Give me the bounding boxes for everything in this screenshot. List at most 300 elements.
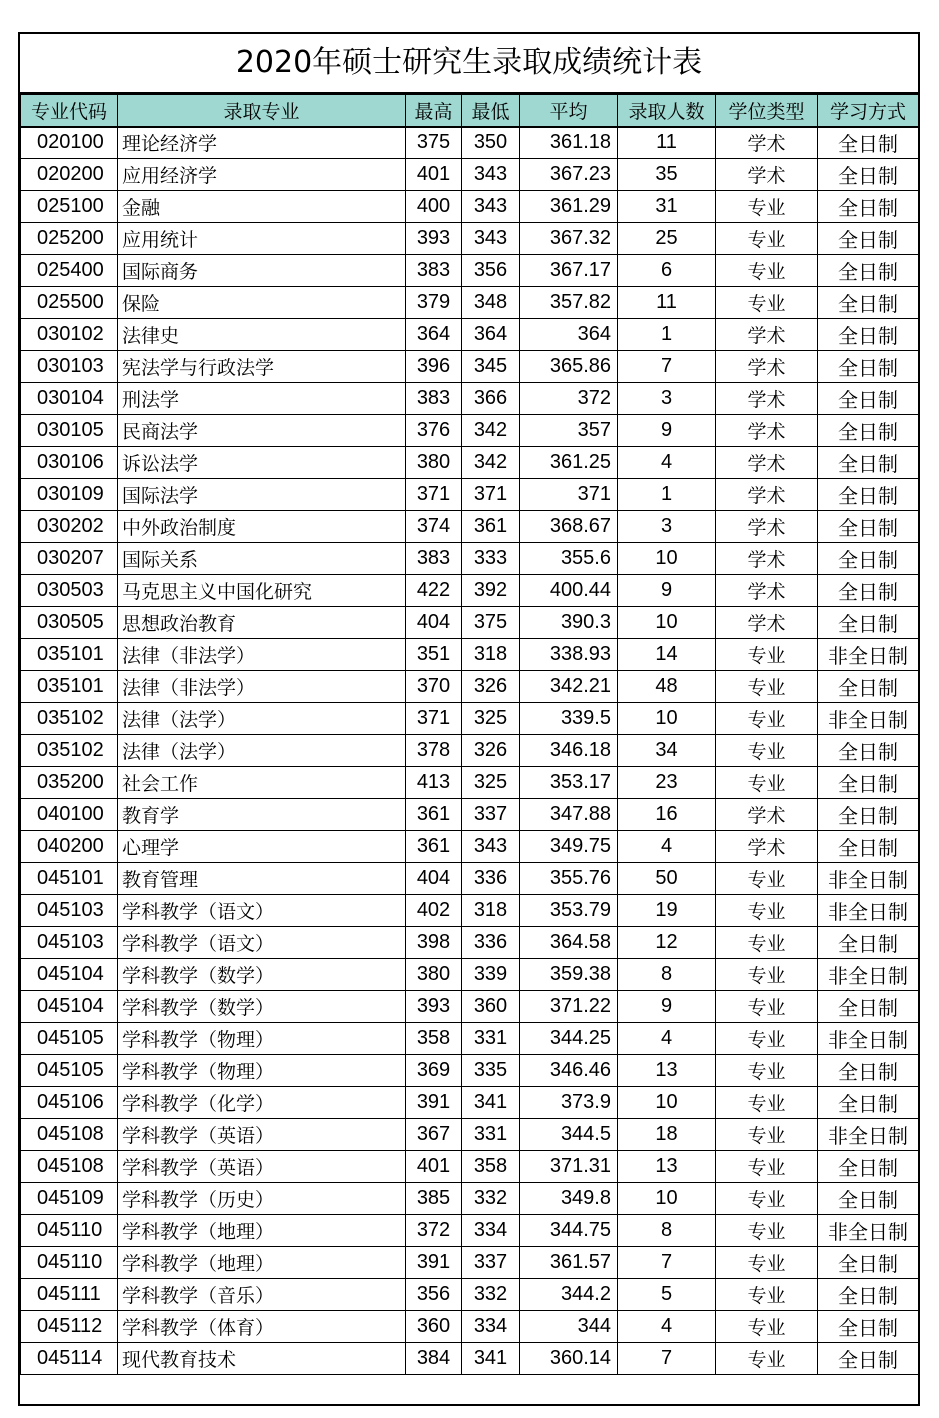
cell-min: 334 (462, 1215, 520, 1247)
cell-major: 思想政治教育 (118, 607, 406, 639)
cell-degree-type: 专业 (716, 1247, 818, 1279)
cell-max: 384 (406, 1343, 462, 1375)
cell-study-mode: 全日制 (818, 1055, 919, 1087)
cell-avg: 361.25 (520, 447, 618, 479)
table-row (21, 223, 919, 255)
cell-code: 025100 (21, 191, 118, 223)
cell-major: 学科教学（地理） (118, 1215, 406, 1247)
cell-min: 348 (462, 287, 520, 319)
cell-avg: 361.29 (520, 191, 618, 223)
cell-min: 325 (462, 703, 520, 735)
cell-major: 学科教学（数学） (118, 959, 406, 991)
table-row (21, 383, 919, 415)
cell-count: 8 (618, 1215, 716, 1247)
cell-degree-type: 专业 (716, 223, 818, 255)
cell-count: 4 (618, 1311, 716, 1343)
cell-major: 学科教学（物理） (118, 1055, 406, 1087)
cell-max: 356 (406, 1279, 462, 1311)
cell-study-mode: 全日制 (818, 351, 919, 383)
cell-min: 318 (462, 639, 520, 671)
cell-major: 应用经济学 (118, 159, 406, 191)
cell-degree-type: 学术 (716, 415, 818, 447)
cell-study-mode: 全日制 (818, 191, 919, 223)
cell-avg: 371 (520, 479, 618, 511)
cell-degree-type: 学术 (716, 607, 818, 639)
table-row (21, 767, 919, 799)
cell-avg: 338.93 (520, 639, 618, 671)
cell-study-mode: 非全日制 (818, 959, 919, 991)
cell-avg: 355.6 (520, 543, 618, 575)
cell-avg: 371.31 (520, 1151, 618, 1183)
table-row (21, 1119, 919, 1151)
cell-max: 402 (406, 895, 462, 927)
cell-max: 383 (406, 255, 462, 287)
cell-count: 10 (618, 1087, 716, 1119)
table-row (21, 703, 919, 735)
cell-degree-type: 专业 (716, 1343, 818, 1375)
cell-degree-type: 学术 (716, 799, 818, 831)
table-row (21, 735, 919, 767)
table-header (21, 95, 919, 127)
cell-max: 379 (406, 287, 462, 319)
cell-major: 中外政治制度 (118, 511, 406, 543)
cell-code: 045108 (21, 1151, 118, 1183)
cell-degree-type: 专业 (716, 1311, 818, 1343)
cell-study-mode: 全日制 (818, 223, 919, 255)
cell-avg: 372 (520, 383, 618, 415)
cell-degree-type: 学术 (716, 831, 818, 863)
cell-major: 学科教学（物理） (118, 1023, 406, 1055)
cell-degree-type: 学术 (716, 127, 818, 159)
cell-max: 393 (406, 223, 462, 255)
cell-min: 358 (462, 1151, 520, 1183)
cell-max: 404 (406, 863, 462, 895)
cell-avg: 342.21 (520, 671, 618, 703)
cell-code: 030202 (21, 511, 118, 543)
cell-code: 045108 (21, 1119, 118, 1151)
cell-min: 325 (462, 767, 520, 799)
cell-min: 343 (462, 831, 520, 863)
cell-count: 11 (618, 127, 716, 159)
cell-major: 刑法学 (118, 383, 406, 415)
table-row (21, 1279, 919, 1311)
cell-study-mode: 全日制 (818, 543, 919, 575)
cell-count: 7 (618, 1343, 716, 1375)
cell-degree-type: 学术 (716, 479, 818, 511)
cell-code: 035200 (21, 767, 118, 799)
cell-code: 025200 (21, 223, 118, 255)
cell-max: 361 (406, 799, 462, 831)
cell-code: 035102 (21, 703, 118, 735)
cell-avg: 353.17 (520, 767, 618, 799)
cell-max: 400 (406, 191, 462, 223)
cell-avg: 355.76 (520, 863, 618, 895)
cell-min: 337 (462, 1247, 520, 1279)
cell-max: 404 (406, 607, 462, 639)
cell-study-mode: 全日制 (818, 1151, 919, 1183)
cell-degree-type: 专业 (716, 639, 818, 671)
cell-study-mode: 全日制 (818, 319, 919, 351)
cell-min: 335 (462, 1055, 520, 1087)
cell-code: 045110 (21, 1215, 118, 1247)
table-row (21, 447, 919, 479)
cell-major: 学科教学（音乐） (118, 1279, 406, 1311)
cell-major: 法律（非法学） (118, 671, 406, 703)
cell-count: 3 (618, 383, 716, 415)
cell-avg: 344 (520, 1311, 618, 1343)
cell-avg: 346.18 (520, 735, 618, 767)
cell-code: 030103 (21, 351, 118, 383)
cell-count: 3 (618, 511, 716, 543)
header-study-mode: 学习方式 (818, 95, 919, 127)
cell-study-mode: 全日制 (818, 1311, 919, 1343)
cell-min: 336 (462, 863, 520, 895)
cell-code: 045110 (21, 1247, 118, 1279)
cell-study-mode: 全日制 (818, 991, 919, 1023)
table-row (21, 1215, 919, 1247)
cell-study-mode: 非全日制 (818, 863, 919, 895)
cell-code: 045109 (21, 1183, 118, 1215)
cell-min: 341 (462, 1343, 520, 1375)
cell-max: 371 (406, 479, 462, 511)
table-row (21, 639, 919, 671)
cell-study-mode: 全日制 (818, 607, 919, 639)
cell-study-mode: 全日制 (818, 447, 919, 479)
cell-min: 356 (462, 255, 520, 287)
cell-avg: 367.17 (520, 255, 618, 287)
cell-major: 现代教育技术 (118, 1343, 406, 1375)
cell-study-mode: 全日制 (818, 735, 919, 767)
cell-count: 25 (618, 223, 716, 255)
cell-degree-type: 专业 (716, 1279, 818, 1311)
cell-count: 10 (618, 1183, 716, 1215)
cell-study-mode: 全日制 (818, 927, 919, 959)
cell-degree-type: 学术 (716, 543, 818, 575)
cell-max: 413 (406, 767, 462, 799)
cell-degree-type: 专业 (716, 671, 818, 703)
cell-count: 23 (618, 767, 716, 799)
cell-code: 030104 (21, 383, 118, 415)
cell-degree-type: 专业 (716, 1151, 818, 1183)
cell-major: 学科教学（英语） (118, 1151, 406, 1183)
cell-major: 法律（非法学） (118, 639, 406, 671)
cell-min: 360 (462, 991, 520, 1023)
cell-degree-type: 学术 (716, 159, 818, 191)
cell-count: 10 (618, 543, 716, 575)
table-row (21, 127, 919, 159)
cell-avg: 344.5 (520, 1119, 618, 1151)
table-row (21, 1087, 919, 1119)
cell-code: 025400 (21, 255, 118, 287)
table-row (21, 159, 919, 191)
table-row (21, 1311, 919, 1343)
cell-count: 9 (618, 415, 716, 447)
cell-min: 361 (462, 511, 520, 543)
cell-major: 应用统计 (118, 223, 406, 255)
cell-max: 383 (406, 543, 462, 575)
cell-min: 343 (462, 223, 520, 255)
cell-study-mode: 全日制 (818, 383, 919, 415)
cell-study-mode: 非全日制 (818, 895, 919, 927)
cell-avg: 349.75 (520, 831, 618, 863)
cell-min: 326 (462, 671, 520, 703)
cell-min: 331 (462, 1023, 520, 1055)
cell-major: 国际商务 (118, 255, 406, 287)
cell-avg: 361.18 (520, 127, 618, 159)
table-row (21, 575, 919, 607)
cell-count: 9 (618, 575, 716, 607)
cell-code: 020200 (21, 159, 118, 191)
cell-count: 12 (618, 927, 716, 959)
header-code: 专业代码 (21, 95, 118, 127)
cell-major: 教育学 (118, 799, 406, 831)
header-degree-type: 学位类型 (716, 95, 818, 127)
cell-code: 030503 (21, 575, 118, 607)
cell-count: 10 (618, 607, 716, 639)
cell-min: 336 (462, 927, 520, 959)
cell-count: 35 (618, 159, 716, 191)
cell-min: 332 (462, 1279, 520, 1311)
cell-code: 045111 (21, 1279, 118, 1311)
table-row (21, 863, 919, 895)
cell-min: 339 (462, 959, 520, 991)
cell-count: 4 (618, 447, 716, 479)
cell-avg: 359.38 (520, 959, 618, 991)
cell-avg: 349.8 (520, 1183, 618, 1215)
cell-major: 学科教学（数学） (118, 991, 406, 1023)
cell-min: 332 (462, 1183, 520, 1215)
cell-study-mode: 全日制 (818, 479, 919, 511)
score-table (20, 94, 919, 1375)
cell-max: 380 (406, 447, 462, 479)
table-row (21, 1023, 919, 1055)
table-row (21, 1247, 919, 1279)
cell-code: 030102 (21, 319, 118, 351)
cell-count: 1 (618, 479, 716, 511)
cell-count: 48 (618, 671, 716, 703)
cell-code: 045104 (21, 991, 118, 1023)
cell-study-mode: 全日制 (818, 831, 919, 863)
cell-avg: 361.57 (520, 1247, 618, 1279)
cell-study-mode: 全日制 (818, 1183, 919, 1215)
cell-degree-type: 专业 (716, 255, 818, 287)
cell-min: 343 (462, 191, 520, 223)
cell-major: 学科教学（英语） (118, 1119, 406, 1151)
cell-degree-type: 专业 (716, 1087, 818, 1119)
cell-major: 学科教学（语文） (118, 927, 406, 959)
cell-max: 358 (406, 1023, 462, 1055)
cell-max: 391 (406, 1247, 462, 1279)
cell-code: 045105 (21, 1023, 118, 1055)
cell-code: 045106 (21, 1087, 118, 1119)
cell-degree-type: 学术 (716, 511, 818, 543)
cell-max: 369 (406, 1055, 462, 1087)
table-row (21, 479, 919, 511)
cell-avg: 344.75 (520, 1215, 618, 1247)
cell-count: 16 (618, 799, 716, 831)
cell-avg: 347.88 (520, 799, 618, 831)
cell-major: 社会工作 (118, 767, 406, 799)
cell-study-mode: 全日制 (818, 159, 919, 191)
cell-major: 理论经济学 (118, 127, 406, 159)
cell-degree-type: 专业 (716, 735, 818, 767)
cell-avg: 344.2 (520, 1279, 618, 1311)
cell-count: 7 (618, 351, 716, 383)
cell-count: 9 (618, 991, 716, 1023)
cell-major: 学科教学（体育） (118, 1311, 406, 1343)
cell-degree-type: 专业 (716, 287, 818, 319)
cell-min: 326 (462, 735, 520, 767)
cell-major: 保险 (118, 287, 406, 319)
cell-count: 7 (618, 1247, 716, 1279)
cell-degree-type: 专业 (716, 895, 818, 927)
table-row (21, 895, 919, 927)
cell-major: 学科教学（地理） (118, 1247, 406, 1279)
cell-max: 391 (406, 1087, 462, 1119)
cell-max: 351 (406, 639, 462, 671)
cell-major: 学科教学（语文） (118, 895, 406, 927)
cell-count: 14 (618, 639, 716, 671)
cell-study-mode: 全日制 (818, 799, 919, 831)
cell-study-mode: 全日制 (818, 255, 919, 287)
cell-max: 361 (406, 831, 462, 863)
cell-avg: 344.25 (520, 1023, 618, 1055)
cell-avg: 371.22 (520, 991, 618, 1023)
table-row (21, 831, 919, 863)
cell-min: 342 (462, 415, 520, 447)
table-row (21, 1183, 919, 1215)
cell-major: 金融 (118, 191, 406, 223)
cell-study-mode: 非全日制 (818, 639, 919, 671)
cell-max: 401 (406, 1151, 462, 1183)
cell-major: 法律（法学） (118, 703, 406, 735)
cell-degree-type: 学术 (716, 575, 818, 607)
cell-min: 333 (462, 543, 520, 575)
cell-avg: 364 (520, 319, 618, 351)
cell-avg: 357 (520, 415, 618, 447)
cell-min: 337 (462, 799, 520, 831)
cell-max: 371 (406, 703, 462, 735)
cell-avg: 346.46 (520, 1055, 618, 1087)
table-row (21, 799, 919, 831)
cell-code: 035101 (21, 671, 118, 703)
table-body (21, 127, 919, 1375)
cell-max: 370 (406, 671, 462, 703)
cell-avg: 368.67 (520, 511, 618, 543)
cell-code: 035102 (21, 735, 118, 767)
cell-count: 19 (618, 895, 716, 927)
cell-degree-type: 专业 (716, 927, 818, 959)
cell-study-mode: 全日制 (818, 511, 919, 543)
cell-major: 法律（法学） (118, 735, 406, 767)
cell-degree-type: 专业 (716, 1183, 818, 1215)
cell-max: 364 (406, 319, 462, 351)
cell-min: 341 (462, 1087, 520, 1119)
admission-score-sheet (18, 32, 920, 1406)
cell-count: 4 (618, 831, 716, 863)
cell-major: 民商法学 (118, 415, 406, 447)
cell-code: 030207 (21, 543, 118, 575)
cell-major: 诉讼法学 (118, 447, 406, 479)
cell-avg: 373.9 (520, 1087, 618, 1119)
cell-count: 13 (618, 1055, 716, 1087)
cell-avg: 339.5 (520, 703, 618, 735)
cell-major: 国际法学 (118, 479, 406, 511)
cell-avg: 364.58 (520, 927, 618, 959)
cell-max: 375 (406, 127, 462, 159)
cell-degree-type: 专业 (716, 959, 818, 991)
cell-code: 030109 (21, 479, 118, 511)
cell-study-mode: 全日制 (818, 575, 919, 607)
table-row (21, 287, 919, 319)
cell-avg: 390.3 (520, 607, 618, 639)
cell-major: 国际关系 (118, 543, 406, 575)
cell-count: 50 (618, 863, 716, 895)
cell-degree-type: 专业 (716, 1055, 818, 1087)
page-title: 2020年硕士研究生录取成绩统计表 (20, 34, 918, 94)
cell-major: 法律史 (118, 319, 406, 351)
cell-min: 392 (462, 575, 520, 607)
cell-min: 342 (462, 447, 520, 479)
cell-degree-type: 专业 (716, 703, 818, 735)
cell-max: 374 (406, 511, 462, 543)
cell-count: 10 (618, 703, 716, 735)
table-row (21, 255, 919, 287)
cell-max: 380 (406, 959, 462, 991)
cell-degree-type: 学术 (716, 319, 818, 351)
cell-code: 045103 (21, 895, 118, 927)
cell-code: 045103 (21, 927, 118, 959)
table-row (21, 1151, 919, 1183)
cell-degree-type: 专业 (716, 1023, 818, 1055)
cell-study-mode: 非全日制 (818, 1215, 919, 1247)
cell-degree-type: 专业 (716, 767, 818, 799)
cell-degree-type: 学术 (716, 383, 818, 415)
cell-count: 6 (618, 255, 716, 287)
cell-count: 11 (618, 287, 716, 319)
cell-count: 1 (618, 319, 716, 351)
cell-study-mode: 全日制 (818, 671, 919, 703)
cell-min: 334 (462, 1311, 520, 1343)
cell-study-mode: 全日制 (818, 1279, 919, 1311)
cell-avg: 357.82 (520, 287, 618, 319)
cell-max: 376 (406, 415, 462, 447)
cell-degree-type: 专业 (716, 991, 818, 1023)
cell-major: 心理学 (118, 831, 406, 863)
cell-code: 030505 (21, 607, 118, 639)
cell-major: 学科教学（历史） (118, 1183, 406, 1215)
table-row (21, 927, 919, 959)
cell-study-mode: 非全日制 (818, 1119, 919, 1151)
cell-avg: 360.14 (520, 1343, 618, 1375)
cell-study-mode: 非全日制 (818, 703, 919, 735)
cell-code: 045112 (21, 1311, 118, 1343)
cell-code: 035101 (21, 639, 118, 671)
table-row (21, 319, 919, 351)
table-row (21, 415, 919, 447)
cell-code: 045114 (21, 1343, 118, 1375)
cell-study-mode: 全日制 (818, 415, 919, 447)
cell-count: 18 (618, 1119, 716, 1151)
cell-degree-type: 专业 (716, 191, 818, 223)
cell-major: 马克思主义中国化研究 (118, 575, 406, 607)
cell-min: 331 (462, 1119, 520, 1151)
cell-count: 34 (618, 735, 716, 767)
cell-max: 396 (406, 351, 462, 383)
table-row (21, 191, 919, 223)
cell-count: 4 (618, 1023, 716, 1055)
cell-code: 045104 (21, 959, 118, 991)
